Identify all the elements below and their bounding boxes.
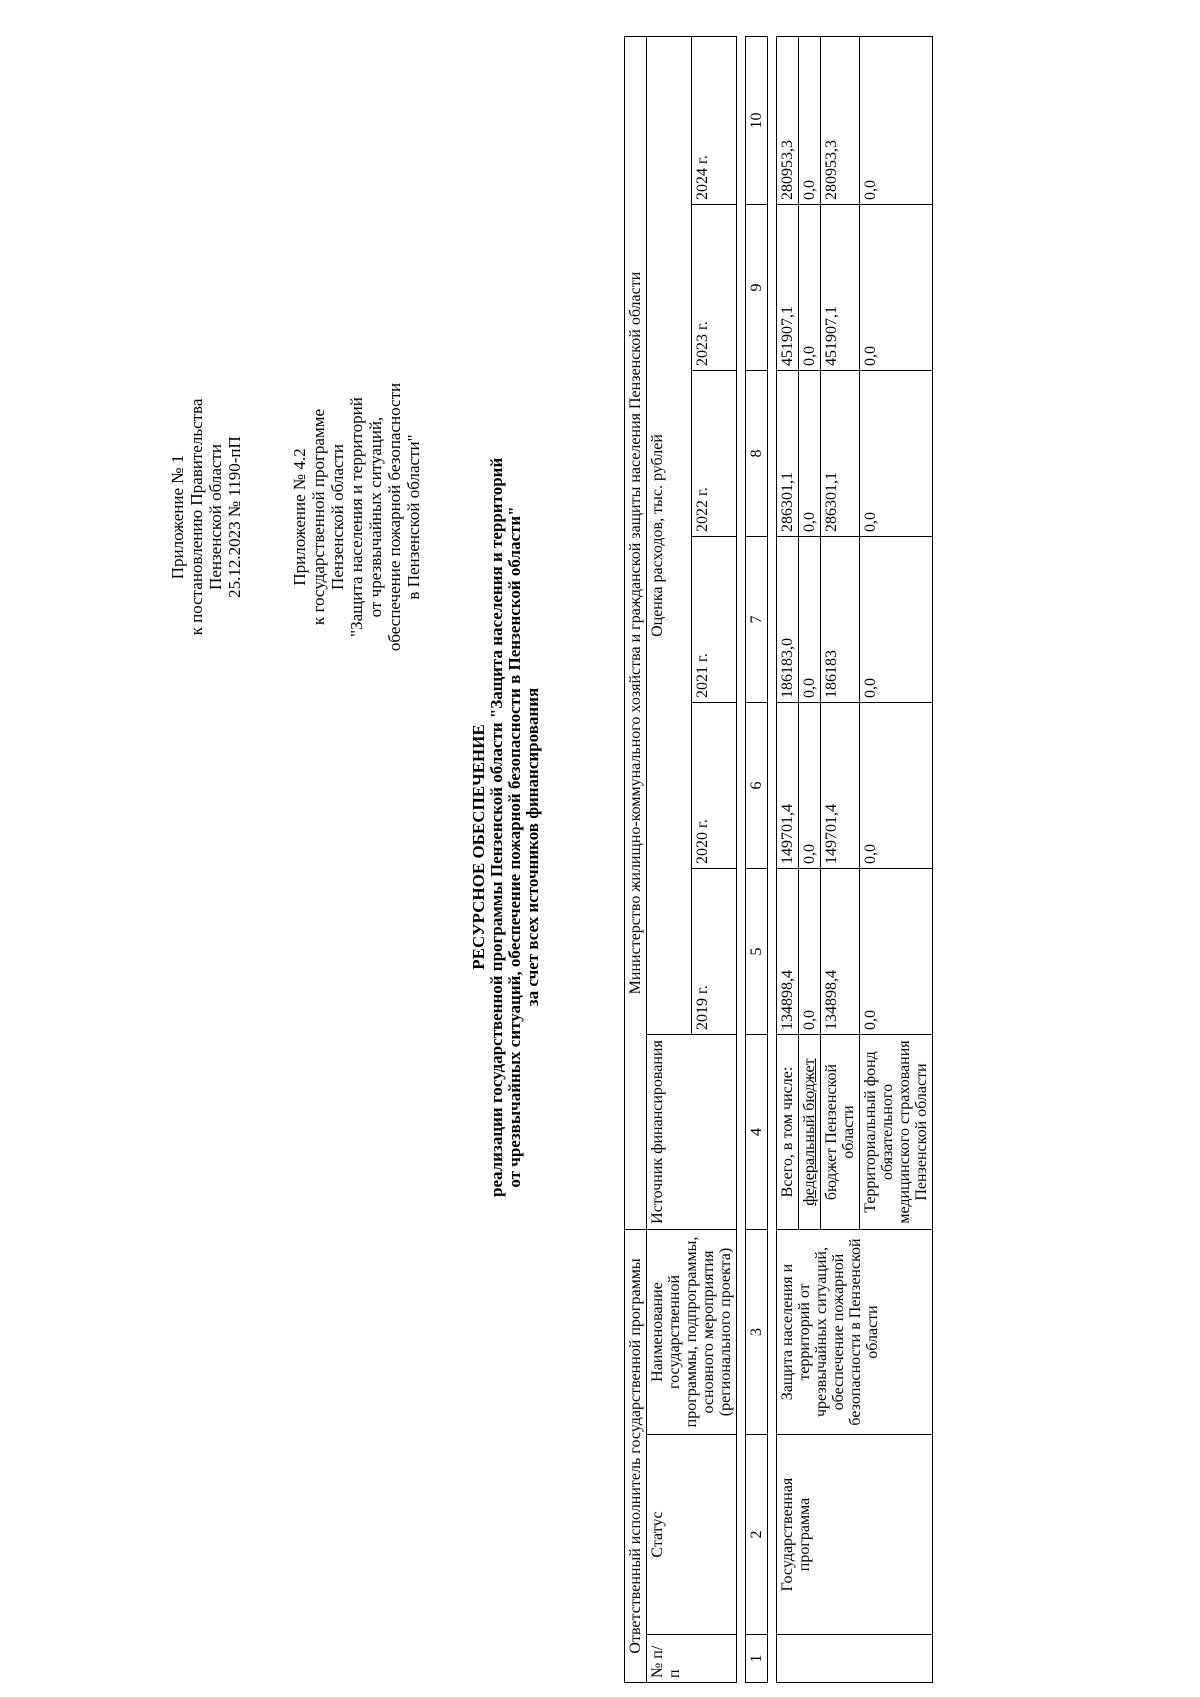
- header-year: 2022 г.: [692, 371, 737, 537]
- column-number: 1: [746, 1635, 768, 1683]
- appendix-line: Пензенской области: [206, 444, 225, 590]
- heading-line: от чрезвычайных ситуаций, обеспечение пожарной безопасности в Пензенской области": [505, 506, 524, 1188]
- header-year: 2019 г.: [692, 869, 737, 1035]
- program-appendix-line: "Защита населения и территорий: [347, 397, 366, 637]
- value-cell: 149701,4: [821, 703, 860, 869]
- source-label: Территориальный фонд обязательного медицинского страхования Пензенской области: [860, 1035, 933, 1230]
- row-num: [777, 1635, 933, 1683]
- value-cell: 0,0: [860, 371, 933, 537]
- column-number: 4: [746, 1035, 768, 1230]
- program-appendix-line: Пензенской области: [328, 444, 347, 590]
- row-status: Государственная программа: [777, 1435, 933, 1635]
- value-cell: 186183: [821, 537, 860, 703]
- source-label: Всего, в том числе:: [777, 1035, 799, 1230]
- document-heading: [469, 457, 542, 1197]
- value-cell: 134898,4: [777, 869, 799, 1035]
- heading-line: реализации государственной программы Пензенской области "Защита населения и территорий: [487, 457, 506, 1197]
- value-cell: 0,0: [799, 869, 821, 1035]
- header-estimate: Оценка расходов, тыс. рублей: [647, 36, 692, 1034]
- column-number: 9: [746, 205, 768, 371]
- program-appendix-line: Приложение № 4.2: [290, 448, 309, 586]
- appendix-line: Приложение № 1: [168, 454, 187, 580]
- source-label: бюджет Пензенской области: [821, 1035, 860, 1230]
- value-cell: 0,0: [860, 537, 933, 703]
- value-cell: 286301,1: [821, 371, 860, 537]
- value-cell: 286301,1: [777, 371, 799, 537]
- program-appendix-line: от чрезвычайных ситуаций,: [366, 416, 385, 618]
- column-number: 10: [746, 36, 768, 204]
- executor-label: Ответственный исполнитель государственной программы: [625, 1230, 647, 1683]
- appendix-line: к постановлению Правительства: [187, 398, 206, 636]
- program-appendix-line: в Пензенской области": [404, 434, 423, 600]
- value-cell: 280953,3: [821, 36, 860, 204]
- resource-table: [624, 36, 933, 1683]
- value-cell: 0,0: [860, 205, 933, 371]
- appendix-reference: [168, 367, 244, 667]
- source-label: федеральный бюджет: [799, 1035, 821, 1230]
- program-appendix-line: к государственной программе: [309, 408, 328, 626]
- value-cell: 134898,4: [821, 869, 860, 1035]
- value-cell: 0,0: [860, 869, 933, 1035]
- column-numbers-row: [746, 36, 768, 1682]
- header-year: 2020 г.: [692, 703, 737, 869]
- heading-line: за счет всех источников финансирования: [523, 687, 542, 1007]
- column-number: 2: [746, 1435, 768, 1635]
- row-name: Защита населения и территорий от чрезвычайных ситуаций, обеспечение пожарной безопасности в Пензенской области: [777, 1230, 933, 1435]
- value-cell: 0,0: [860, 36, 933, 204]
- column-number: 6: [746, 703, 768, 869]
- executor-row: [625, 36, 647, 1682]
- value-cell: 0,0: [799, 537, 821, 703]
- value-cell: 149701,4: [777, 703, 799, 869]
- table-row: [777, 36, 799, 1682]
- column-number: 5: [746, 869, 768, 1035]
- document-title: РЕСУРСНОЕ ОБЕСПЕЧЕНИЕ: [469, 724, 488, 970]
- program-appendix-reference: [290, 367, 423, 667]
- value-cell: 0,0: [799, 36, 821, 204]
- header-year: 2023 г.: [692, 205, 737, 371]
- value-cell: 0,0: [860, 703, 933, 869]
- header-num: № п/п: [647, 1635, 737, 1683]
- header-source: Источник финансирования: [647, 1035, 737, 1230]
- appendix-line: 25.12.2023 № 1190-пП: [225, 436, 244, 598]
- program-appendix-line: обеспечение пожарной безопасности: [385, 382, 404, 652]
- value-cell: 451907,1: [821, 205, 860, 371]
- header-status: Статус: [647, 1435, 737, 1635]
- value-cell: 280953,3: [777, 36, 799, 204]
- header-row: [647, 36, 692, 1682]
- header-year: 2021 г.: [692, 537, 737, 703]
- executor-value: Министерство жилищно-коммунального хозяйства и гражданской защиты населения Пензенской области: [625, 36, 647, 1229]
- value-cell: 186183,0: [777, 537, 799, 703]
- table-gap: [737, 36, 746, 1682]
- value-cell: 0,0: [799, 703, 821, 869]
- value-cell: 451907,1: [777, 205, 799, 371]
- column-number: 8: [746, 371, 768, 537]
- value-cell: 0,0: [799, 205, 821, 371]
- column-number: 7: [746, 537, 768, 703]
- column-number: 3: [746, 1230, 768, 1435]
- value-cell: 0,0: [799, 371, 821, 537]
- header-name: Наименование государственной программы, подпрограммы, основного мероприятия (регионального проекта): [647, 1230, 737, 1435]
- header-year: 2024 г.: [692, 36, 737, 204]
- table-gap: [768, 36, 777, 1682]
